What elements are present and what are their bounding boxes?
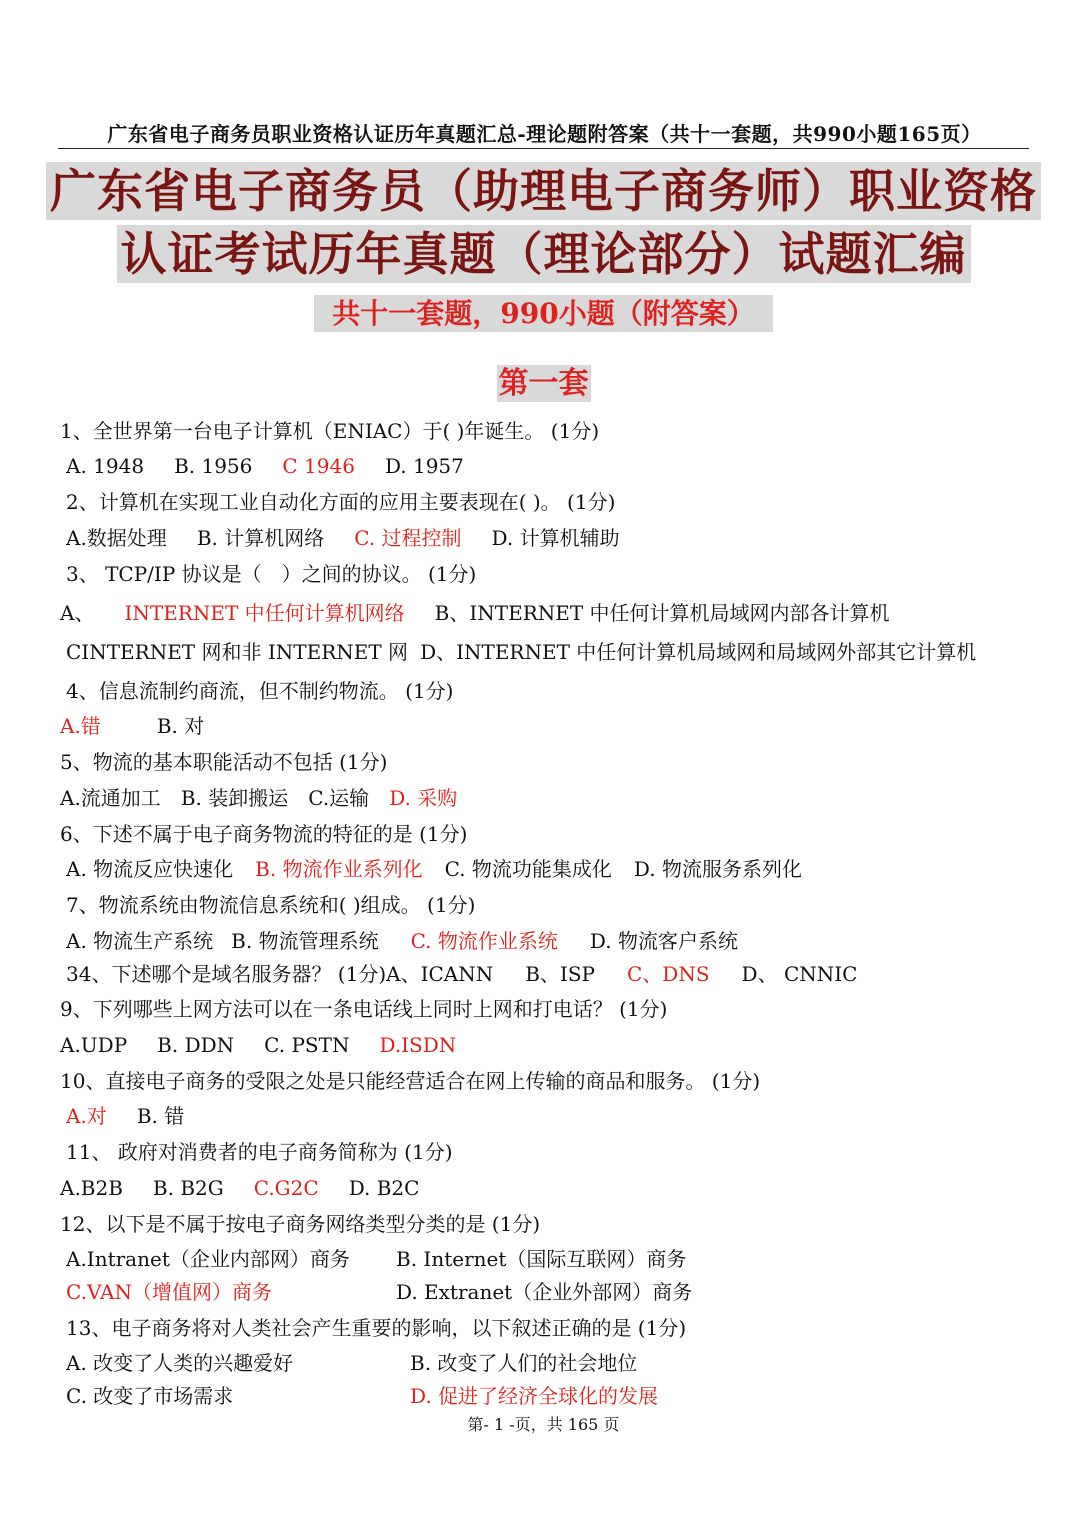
option: A. 物流反应快速化 <box>66 857 234 881</box>
option: C. 改变了市场需求 <box>66 1384 234 1408</box>
header-rule <box>58 148 1029 149</box>
question-10: 10、直接电子商务的受限之处是只能经营适合在网上传输的商品和服务。 (1分) <box>60 1069 761 1093</box>
option: C.运输 <box>308 786 370 810</box>
option: C. 物流功能集成化 <box>444 857 612 881</box>
option-answer: A.对 <box>66 1104 107 1128</box>
title-line-1 <box>0 155 1087 221</box>
question-3: 3、 TCP/IP 协议是（ ）之间的协议。 (1分) <box>66 562 477 586</box>
option: D. B2C <box>348 1176 420 1200</box>
options-3a <box>60 601 920 625</box>
option: A.数据处理 <box>66 526 167 550</box>
options-12b <box>66 1280 722 1304</box>
page-footer: 第- 1 -页，共 165 页 <box>467 1415 620 1434</box>
option: D、 CNNIC <box>741 962 858 986</box>
options-12a <box>66 1247 716 1271</box>
option: B. 对 <box>156 714 205 738</box>
option-answer: A.错 <box>60 714 101 738</box>
options-13a <box>66 1351 667 1375</box>
option: B. 装卸搬运 <box>180 786 289 810</box>
options-9 <box>60 1033 486 1057</box>
option-answer: C.G2C <box>253 1176 319 1200</box>
title-line-2-text: 认证考试历年真题（理论部分）试题汇编 <box>117 225 971 283</box>
option: D. 计算机辅助 <box>491 526 620 550</box>
option: A.B2B <box>60 1176 123 1200</box>
option: B. 改变了人们的社会地位 <box>410 1351 638 1375</box>
question-5: 5、物流的基本职能活动不包括 (1分) <box>60 750 388 774</box>
question-4: 4、信息流制约商流，但不制约物流。 (1分) <box>66 679 454 703</box>
subtitle <box>0 292 1087 332</box>
option-answer: C. 过程控制 <box>354 526 462 550</box>
options-10 <box>66 1104 214 1128</box>
question-12: 12、以下是不属于按电子商务网络类型分类的是 (1分) <box>60 1212 541 1236</box>
option: A.Intranet（企业内部网）商务 <box>66 1247 350 1271</box>
option: C. PSTN <box>264 1033 350 1057</box>
question-7: 7、物流系统由物流信息系统和( )组成。 (1分) <box>66 893 476 917</box>
question-34-text: 34、下述哪个是域名服务器？ (1分)A、ICANN <box>66 962 494 986</box>
question-13: 13、电子商务将对人类社会产生重要的影响，以下叙述正确的是 (1分) <box>66 1316 687 1340</box>
options-6 <box>66 857 832 881</box>
running-header: 广东省电子商务员职业资格认证历年真题汇总-理论题附答案（共十一套题，共990小题165页） <box>107 122 982 146</box>
option-answer: C. 物流作业系统 <box>410 929 558 953</box>
options-11 <box>60 1176 449 1200</box>
question-9: 9、下列哪些上网方法可以在一条电话线上同时上网和打电话？ (1分) <box>60 997 668 1021</box>
options-3b <box>66 640 1006 664</box>
options-5 <box>60 786 487 810</box>
option: B、ISP <box>525 962 595 986</box>
option: A. 改变了人类的兴趣爱好 <box>66 1351 294 1375</box>
question-1: 1、全世界第一台电子计算机（ENIAC）于( )年诞生。 (1分) <box>60 419 600 443</box>
options-1 <box>66 454 494 478</box>
option: B. 计算机网络 <box>196 526 325 550</box>
option: D. 物流服务系列化 <box>633 857 802 881</box>
option: B. B2G <box>152 1176 224 1200</box>
question-6: 6、下述不属于电子商务物流的特征的是 (1分) <box>60 822 468 846</box>
title-line-2 <box>0 218 1087 284</box>
option: B. 错 <box>136 1104 185 1128</box>
set-title-text: 第一套 <box>498 366 589 401</box>
option: D、INTERNET 中任何计算机局域网和局域网外部其它计算机 <box>420 640 977 664</box>
option: A.流通加工 <box>60 786 161 810</box>
option-answer: D.ISDN <box>379 1033 457 1057</box>
options-13b <box>66 1384 688 1408</box>
option: B. 物流管理系统 <box>231 929 379 953</box>
subtitle-text: 共十一套题，990小题（附答案） <box>314 295 772 332</box>
option-answer: D. 促进了经济全球化的发展 <box>410 1384 659 1408</box>
option: A.UDP <box>60 1033 128 1057</box>
options-4 <box>60 714 234 738</box>
option: A、 <box>60 601 95 625</box>
option-answer: C.VAN（增值网）商务 <box>66 1280 272 1304</box>
option: B. 1956 <box>174 454 253 478</box>
option-answer: D. 采购 <box>389 786 458 810</box>
option-answer: C、DNS <box>627 962 710 986</box>
option: A. 物流生产系统 <box>66 929 214 953</box>
option: A. 1948 <box>66 454 145 478</box>
option: D. Extranet（企业外部网）商务 <box>396 1280 693 1304</box>
option: D. 1957 <box>384 454 464 478</box>
option-answer: B. 物流作业系列化 <box>255 857 423 881</box>
set-title <box>0 358 1087 402</box>
question-34 <box>66 962 887 986</box>
option-answer: C 1946 <box>282 454 355 478</box>
question-11: 11、 政府对消费者的电子商务简称为 (1分) <box>66 1140 453 1164</box>
options-2 <box>66 526 650 550</box>
option: B. Internet（国际互联网）商务 <box>396 1247 687 1271</box>
option: B、INTERNET 中任何计算机局域网内部各计算机 <box>434 601 890 625</box>
option: D. 物流客户系统 <box>589 929 738 953</box>
options-7 <box>66 929 768 953</box>
question-2: 2、计算机在实现工业自动化方面的应用主要表现在( )。 (1分) <box>66 490 616 514</box>
title-line-1-text: 广东省电子商务员（助理电子商务师）职业资格 <box>46 162 1041 220</box>
option-answer: INTERNET 中任何计算机网络 <box>124 601 405 625</box>
option: B. DDN <box>157 1033 235 1057</box>
option: CINTERNET 网和非 INTERNET 网 <box>66 640 409 664</box>
